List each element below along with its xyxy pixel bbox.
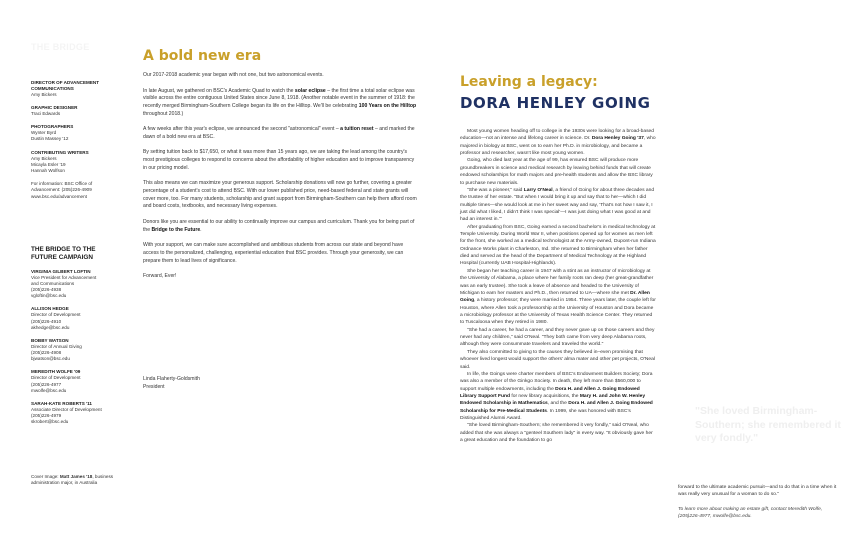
- cover-caption-lead: Cover Image:: [31, 474, 60, 479]
- staff-name: Amy Bickers: [31, 91, 57, 97]
- campaign-title: [31, 246, 131, 263]
- letter-paragraph: A few weeks after this year's eclipse, we announced the second "astronomical" event – a tuition reset – and marked the dawn of a bold new era at BSC.: [143, 126, 415, 140]
- legacy-continuation: [678, 484, 843, 527]
- info-line: For information: BSC Office of: [31, 181, 93, 187]
- legacy-body: [460, 128, 656, 444]
- contact-line: Director of Development: [31, 375, 81, 381]
- contact-email[interactable]: skrobert@bsc.edu: [31, 419, 69, 425]
- contact-phone: (205)226-4979: [31, 413, 62, 419]
- info-line: Advancement: (205)226-4909: [31, 187, 92, 193]
- signature-name: Linda Flaherty-Goldsmith: [143, 376, 200, 382]
- contact-phone: (205)226-4910: [31, 318, 62, 324]
- campaign-section: [31, 246, 131, 433]
- contact-name: BOBBY WATSON: [31, 337, 69, 343]
- staff-label: DIRECTOR OF ADVANCEMENT COMMUNICATIONS: [31, 80, 100, 91]
- contact-email[interactable]: akhedge@bsc.edu: [31, 324, 70, 330]
- signature-title: President: [143, 383, 165, 390]
- brand-wordmark: THE BRIDGE: [31, 42, 90, 52]
- contact-block: [31, 338, 131, 363]
- campaign-title-line: FUTURE CAMPAIGN: [31, 254, 94, 262]
- legacy-paragraph: "She was a pioneer," said Larry O'Neal, a friend of Going for about three decades and the trustee of her estate. "But when I would bring it up and say that to her—which I did multiple times—she would look at me in her sweet way and say, 'That's not how I saw it, I just did what I liked, I didn't think I was special'—I was just doing what I was good at and had an interest in.'": [460, 187, 655, 223]
- contact-line: Director of Development: [31, 312, 81, 318]
- staff-block: [31, 105, 131, 117]
- legacy-paragraph: Going, who died last year at the age of 99, has ensured BSC will produce more groundbreakers in science and medical research by leaving behind funds that will create endowed scholarships for math majors and pre-health students and allow the BSC library to purchase new materials.: [460, 158, 653, 186]
- contact-name: ALLISON HEDGE: [31, 306, 69, 312]
- contact-email[interactable]: mwolfe@bsc.edu: [31, 387, 67, 393]
- estate-gift-note: [678, 506, 843, 521]
- letter-paragraph: This also means we can maximize your generous support. Scholarship donations will now go further, covering a greater percentage of a student's cost to attend BSC. With our lower published price, need-based federal and state grants will cover more, too. For many students, scholarship and grant support from Birmingham-Southern can help them afford room and board costs, textbooks, and necessary living expenses.: [143, 180, 417, 210]
- info-link[interactable]: www.bsc.edu/advancement: [31, 193, 87, 199]
- staff-label: PHOTOGRAPHERS: [31, 124, 74, 130]
- legacy-paragraph: After graduating from BSC, Going earned a second bachelor's in medical technology at Temple University. During World War II, when positions opened up for women as men left for the front, she worked as a medical technologist at the Army-owned, Dupont-run Indiana Ordnance Works plant in Charleston, Ind. She returned to Birmingham when her father died and served as the head of the Department of Medical Technology at the Highland Hospital (currently UAB Hospital-Highlands).: [460, 224, 656, 267]
- contact-email[interactable]: bjwatson@bsc.edu: [31, 356, 70, 362]
- contact-line: and Communications: [31, 280, 75, 286]
- contact-line: Associate Director of Development: [31, 406, 102, 412]
- staff-list: [31, 80, 131, 207]
- legacy-paragraph: Most young women heading off to college in the 1930s were looking for a broad-based education—not an intense and lifelong career in science. Dr. Dora Henley Going '37, who majored in biology at BSC, went on to earn her Ph.D. in microbiology, and became a professor and researcher, wasn't like most young women.: [460, 129, 656, 157]
- legacy-paragraph: "She loved Birmingham-Southern; she remembered it very fondly," said O'Neal, who added that she was always a "genteel Southern lady" in every way. "It obviously gave her a great education and the foundation to go: [460, 423, 653, 444]
- staff-block: [31, 80, 131, 98]
- signature-block: [143, 376, 418, 391]
- legacy-kicker: Leaving a legacy:: [460, 74, 598, 90]
- staff-name: Micayla Esler '19: [31, 161, 66, 167]
- letter-body: [143, 72, 418, 289]
- estate-gift-note-text: To learn more about making an estate gift, contact Meredith Wolfe, (205)226-4977, mwolfe@bsc.edu.: [678, 506, 823, 520]
- campaign-title-line: THE BRIDGE TO THE: [31, 246, 96, 253]
- contact-line: Director of Annual Giving: [31, 343, 82, 349]
- legacy-paragraph: forward to the ultimate academic pursuit—and to do that in a time when it was really very unusual for a woman to do so.": [678, 485, 837, 498]
- staff-name: Hannah Wolfson: [31, 167, 65, 173]
- contact-email[interactable]: vgloftin@bsc.edu: [31, 293, 67, 299]
- contact-name: MEREDITH WOLFE '09: [31, 369, 81, 375]
- staff-name: Amy Bickers: [31, 155, 57, 161]
- staff-name: Traci Edwards: [31, 111, 61, 117]
- letter-paragraph: By setting tuition back to $17,650, or what it was more than 15 years ago, we are taking the lead among the country's most prestigious colleges to respond to concerns about the affordability of higher education and to improve transparency in our pricing model.: [143, 149, 415, 171]
- contact-name: VIRGINIA GILBERT LOFTIN: [31, 268, 91, 274]
- contact-line: Vice President for Advancement: [31, 274, 97, 280]
- letter-paragraph: Donors like you are essential to our ability to continually improve our campus and curriculum. Thank you for being part of the Bridge to the Future.: [143, 218, 415, 233]
- contact-phone: (205)226-4977: [31, 381, 62, 387]
- staff-label: GRAPHIC DESIGNER: [31, 105, 78, 111]
- cover-caption-name: Matt James '18: [59, 474, 93, 479]
- staff-name: Dustin Massey '12: [31, 136, 69, 142]
- legacy-paragraph: In life, the Goings were charter members of BSC's Endowment Builders Society; Dora was also a member of the Ginkgo Society. In death, they left more than $560,000 to support multiple endowments, including the Dora H. and Allen J. Going Endowed Library Support Fund for new library acquisitions, the Mary H. and John W. Henley Endowed Scholarship in Mathematics, and the Dora H. and Allen J. Going Endowed Scholarship for Pre-Medical Students. In 1999, she was honored with BSC's Distinguished Alumni Award.: [460, 371, 653, 422]
- staff-block: [31, 124, 131, 142]
- staff-label: CONTRIBUTING WRITERS: [31, 149, 89, 155]
- contact-block: [31, 306, 131, 331]
- staff-name: Wynter Byrd: [31, 130, 57, 136]
- letter-paragraph: Our 2017-2018 academic year began with not one, but two astronomical events.: [143, 72, 324, 78]
- legacy-paragraph: They also committed to giving to the causes they believed in–even promising that whoever lived longest would support the others' alma mater and other pet projects, O'Neal said.: [460, 349, 655, 370]
- staff-block: [31, 150, 131, 175]
- letter-paragraph: With your support, we can make sure accomplished and ambitious students from across our state and beyond have access to the personalized, challenging, experiential education that BSC provides. Through your generosity, we can prepare them to lead lives of significance.: [143, 242, 404, 264]
- contact-block: [31, 401, 131, 426]
- legacy-paragraph: She began her teaching career in 1947 with a stint as an instructor of microbiology at the University of Alabama, a place where her family roots ran deep (her great-grandfather was an early trustee). She took a leave of absence and headed to the University of Michigan to earn her masters and Ph.D., then returned to UA—where she met Dr. Allen Going, a history professor; they were married in 1954. Three years later, the couple left for Houston, where Allen took a professorship at the University of Houston and Dora became a microbiology professor at the University of Texas Health Science Center. They returned to Tuscaloosa when they retired in 1980.: [460, 268, 656, 326]
- contact-phone: (205)226-4938: [31, 287, 62, 292]
- letter-closing: Forward, Ever!: [143, 273, 177, 280]
- cover-caption: [31, 474, 123, 486]
- info-block: [31, 181, 131, 200]
- pull-quote: "She loved Birmingham-Southern; she remembered it very fondly.": [695, 405, 841, 445]
- contact-block: [31, 369, 131, 394]
- letter-paragraph: In late August, we gathered on BSC's Academic Quad to watch the solar eclipse – the first time a total solar eclipse was visible across the entire contiguous United States since June 8, 1918. (Another notable event in the summer of 1918: the recently merged Birmingham-Southern College began its life on the Hilltop. We'll be celebrating 100 Years on the Hilltop throughout 2018.): [143, 87, 417, 117]
- contact-phone: (205)226-4908: [31, 350, 62, 356]
- letter-heading: A bold new era: [143, 48, 262, 64]
- contact-name: SARAH-KATE ROBERTS '11: [31, 400, 92, 406]
- contact-block: [31, 269, 131, 300]
- legacy-paragraph: "She had a career, he had a career, and they never gave up on those careers and they never had any children," said O'Neal. "They both came from very deep Alabama roots, although they were consummate travelers and traveled the world.": [460, 327, 655, 348]
- cover-caption-rest: , business administration major, in Australia: [31, 474, 114, 486]
- legacy-title: DORA HENLEY GOING: [460, 94, 651, 112]
